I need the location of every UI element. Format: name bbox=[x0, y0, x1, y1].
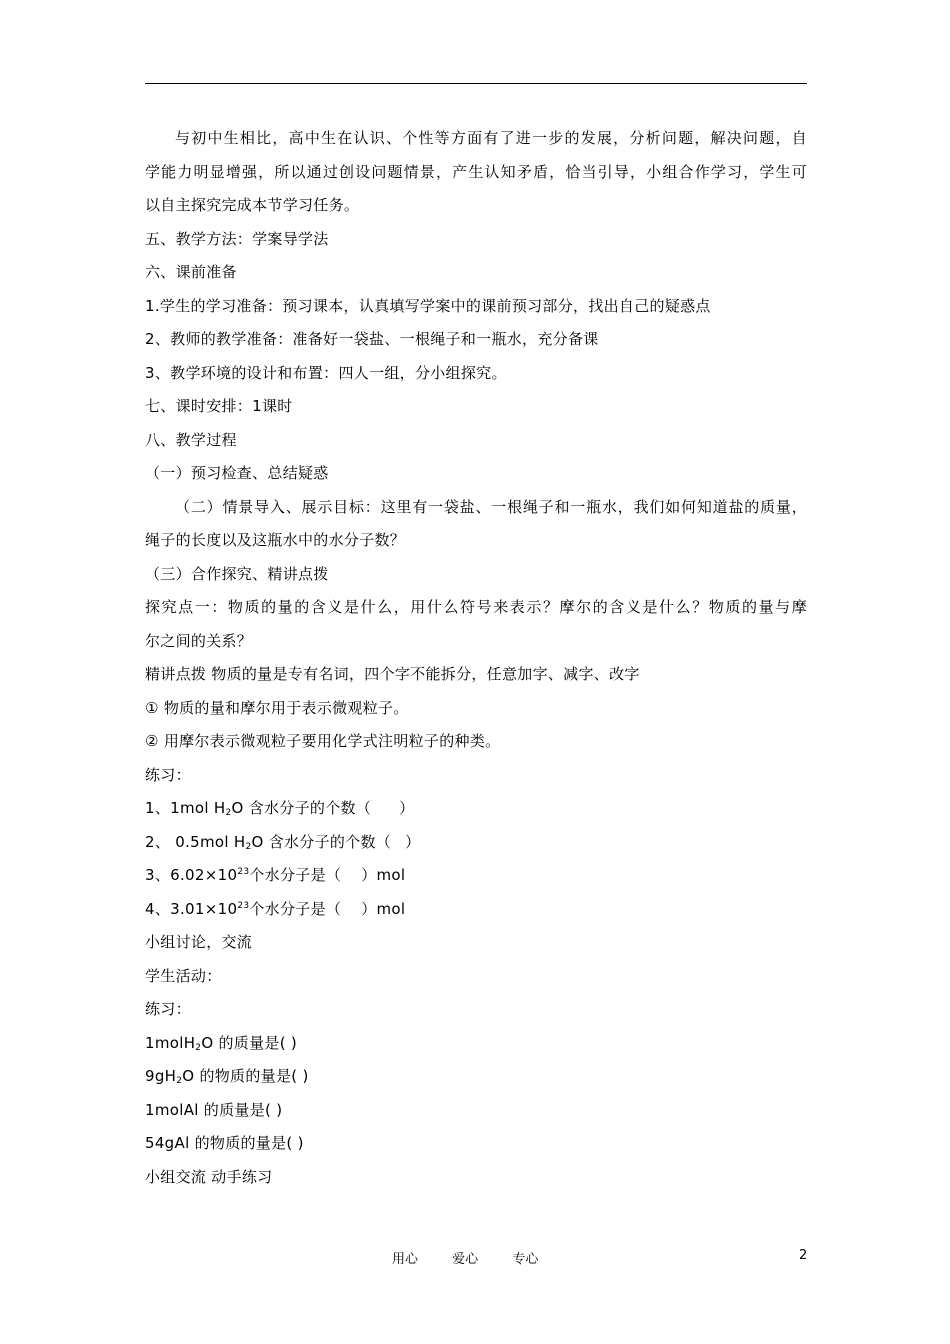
paragraph-line: 学能力明显增强，所以通过创设问题情景，产生认知矛盾，恰当引导，小组合作学习，学生可 bbox=[145, 162, 807, 181]
page-footer bbox=[392, 1248, 568, 1267]
paragraph-line: 探究点一：物质的量的含义是什么，用什么符号来表示？摩尔的含义是什么？物质的量与摩 bbox=[145, 598, 807, 616]
section-heading: 七、课时安排：1课时 bbox=[145, 397, 293, 415]
key-points: 精讲点拨 物质的量是专有名词，四个字不能拆分，任意加字、减字、改字 bbox=[145, 665, 640, 683]
section-heading: 五、教学方法：学案导学法 bbox=[145, 229, 329, 248]
footer-word: 用心 bbox=[392, 1252, 419, 1267]
question-item: 54gAl 的物质的量是( ) bbox=[145, 1134, 304, 1152]
list-item: 2、教师的教学准备：准备好一袋盐、一根绳子和一瓶水，充分备课 bbox=[145, 330, 599, 348]
exercise-item: 4、$3.01\times 10^{23}$个水分子是（ ）mol bbox=[145, 899, 406, 918]
point-item: ② 用摩尔表示微观粒子要用化学式注明粒子的种类。 bbox=[145, 732, 501, 750]
page-number: 2 bbox=[799, 1248, 808, 1263]
question-item: $9gH_2O$ 的物质的量是( ) bbox=[145, 1067, 309, 1086]
section-heading: 六、课前准备 bbox=[145, 263, 237, 281]
practice-label: 练习： bbox=[145, 765, 191, 784]
exercise-item: 1、1mol $H_2O$ 含水分子的个数（ ） bbox=[145, 799, 415, 818]
section-heading: 八、教学过程 bbox=[145, 430, 237, 449]
document-body bbox=[145, 122, 807, 1194]
header-rule bbox=[145, 83, 807, 84]
paragraph-line: 与初中生相比，高中生在认识、个性等方面有了进一步的发展，分析问题，解决问题，自 bbox=[175, 129, 807, 147]
question-item: 1molAl 的质量是( ) bbox=[145, 1100, 283, 1119]
step-heading: （一）预习检查、总结疑惑 bbox=[145, 464, 329, 482]
group-discussion: 小组讨论，交流 bbox=[145, 933, 253, 951]
practice-label: 练习： bbox=[145, 1000, 191, 1018]
list-item: 3、教学环境的设计和布置：四人一组，分小组探究。 bbox=[145, 363, 507, 382]
paragraph-line: 尔之间的关系？ bbox=[145, 631, 253, 650]
group-practice: 小组交流 动手练习 bbox=[145, 1167, 273, 1186]
list-item: 1.学生的学习准备：预习课本，认真填写学案中的课前预习部分，找出自己的疑惑点 bbox=[145, 296, 711, 315]
footer-word: 专心 bbox=[512, 1252, 539, 1267]
footer-word: 爱心 bbox=[452, 1252, 479, 1267]
paragraph-line: （二）情景导入、展示目标：这里有一袋盐、一根绳子和一瓶水，我们如何知道盐的质量， bbox=[175, 497, 807, 516]
exercise-item: 2、 0.5mol $H_2O$ 含水分子的个数（ ） bbox=[145, 832, 421, 852]
question-item: 1molH$_2$O 的质量是( ) bbox=[145, 1033, 298, 1053]
point-item: ① 物质的量和摩尔用于表示微观粒子。 bbox=[145, 698, 409, 717]
paragraph-line: 绳子的长度以及这瓶水中的水分子数？ bbox=[145, 531, 406, 549]
exercise-item: 3、$6.02\times 10^{23}$个水分子是（ ）mol bbox=[145, 866, 406, 884]
step-heading: （三）合作探究、精讲点拨 bbox=[145, 564, 329, 583]
student-activity: 学生活动： bbox=[145, 966, 222, 985]
paragraph-line: 以自主探究完成本节学习任务。 bbox=[145, 196, 360, 214]
